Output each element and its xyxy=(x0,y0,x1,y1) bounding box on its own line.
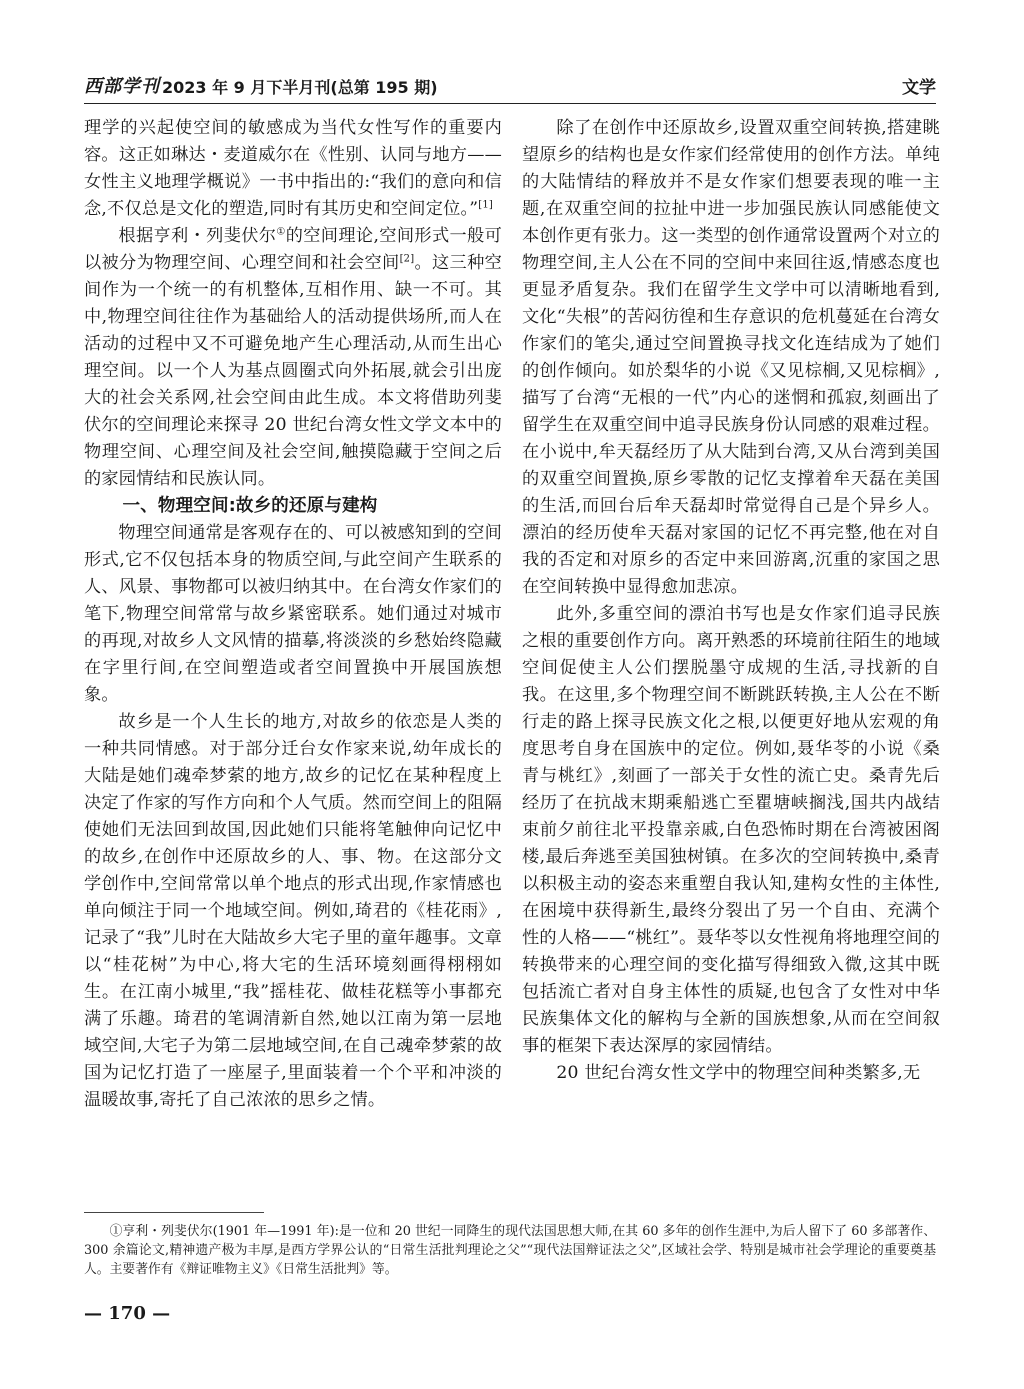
citation-ref: [1] xyxy=(478,199,494,211)
paragraph-text: 根据亨利・列斐伏尔 xyxy=(118,226,277,246)
paragraph: 20 世纪台湾女性文学中的物理空间种类繁多,无 xyxy=(556,1063,921,1083)
page-number: — 170 — xyxy=(84,1303,171,1324)
paragraph-text: 。这三种空间作为一个统一的有机整体,互相作用、缺一不可。其中,物理空间往往作为基础给人的活动提供场所,而人在活动的过程中又不可避免地产生心理活动,从而生出心理空间。以一个人为基点圆圈式向外拓展,就会引出庞大的社会关系网,社会空间由此生成。本文将借助列斐伏尔的空间理论来探寻 20 世纪台湾女性文学文本中的物理空间、心理空间及社会空间,触摸隐藏于空间之后的家园情结和民族认同。 xyxy=(84,253,502,489)
footnote xyxy=(84,1222,936,1279)
journal-logo: 西部学刊 xyxy=(84,76,160,97)
page-header xyxy=(84,70,936,98)
section-label: 文学 xyxy=(902,78,936,98)
header-rule xyxy=(84,103,936,104)
paragraph: 此外,多重空间的漂泊书写也是女作家们追寻民族之根的重要创作方向。离开熟悉的环境前往陌生的地域空间促使主人公们摆脱墨守成规的生活,寻找新的自我。在这里,多个物理空间不断跳跃转换,主人公在不断行走的路上探寻民族文化之根,以便更好地从宏观的角度思考自身在国族中的定位。例如,聂华苓的小说《桑青与桃红》,刻画了一部关于女性的流亡史。桑青先后经历了在抗战末期乘船逃亡至瞿塘峡搁浅,国共内战结束前夕前往北平投靠亲戚,白色恐怖时期在台湾被困阁楼,最后奔逃至美国独树镇。在多次的空间转换中,桑青以积极主动的姿态来重塑自我认知,建构女性的主体性,在困境中获得新生,最终分裂出了另一个自由、充满个性的人格——“桃红”。聂华苓以女性视角将地理空间的转换带来的心理空间的变化描写得细致入微,这其中既包括流亡者对自身主体性的质疑,也包含了女性对中华民族集体文化的解构与全新的国族想象,从而在空间叙事的框架下表达深厚的家园情结。 xyxy=(522,604,940,1056)
paragraph-text: 的空间理论,空间形式一般可以被分为物理空间、心理空间和社会空间 xyxy=(84,226,502,273)
left-column xyxy=(84,115,502,1114)
footnote-rule xyxy=(84,1212,264,1213)
header-left xyxy=(84,72,438,98)
citation-ref: [2] xyxy=(399,253,415,265)
paragraph: 物理空间通常是客观存在的、可以被感知到的空间形式,它不仅包括本身的物质空间,与此空间产生联系的人、风景、事物都可以被归纳其中。在台湾女作家们的笔下,物理空间常常与故乡紧密联系。她们通过对城市的再现,对故乡人文风情的描摹,将淡淡的乡愁始终隐藏在字里行间,在空间塑造或者空间置换中开展国族想象。 xyxy=(84,523,502,705)
footnote-text: ①亨利・列斐伏尔(1901 年—1991 年):是一位和 20 世纪一同降生的现代法国思想大师,在其 60 多年的创作生涯中,为后人留下了 60 多部著作、300 余篇论文,精神遗产极为丰厚,是西方学界公认的“日常生活批判理论之父”“现代法国辩证法之父”,区域社会学、特别是城市社会学理论的重要奠基人。主要著作有《辩证唯物主义》《日常生活批判》等。 xyxy=(84,1224,936,1277)
paragraph xyxy=(84,223,502,493)
paragraph-text: 理学的兴起使空间的敏感成为当代女性写作的重要内容。这正如琳达・麦道威尔在《性别、认同与地方——女性主义地理学概说》一书中指出的:“我们的意向和信念,不仅总是文化的塑造,同时有其历史和空间定位。” xyxy=(84,118,502,219)
footnote-marker: ① xyxy=(276,226,286,238)
paragraph: 故乡是一个人生长的地方,对故乡的依恋是人类的一种共同情感。对于部分迁台女作家来说,幼年成长的大陆是她们魂牵梦萦的地方,故乡的记忆在某种程度上决定了作家的写作方向和个人气质。然而空间上的阻隔使她们无法回到故国,因此她们只能将笔触伸向记忆中的故乡,在创作中还原故乡的人、事、物。在这部分文学创作中,空间常常以单个地点的形式出现,作家情感也单向倾注于同一个地域空间。例如,琦君的《桂花雨》,记录了“我”儿时在大陆故乡大宅子里的童年趣事。文章以“桂花树”为中心,将大宅的生活环境刻画得栩栩如生。在江南小城里,“我”摇桂花、做桂花糕等小事都充满了乐趣。琦君的笔调清新自然,她以江南为第一层地域空间,大宅子为第二层地域空间,在自己魂牵梦萦的故国为记忆打造了一座屋子,里面装着一个个平和冲淡的温暖故事,寄托了自己浓浓的思乡之情。 xyxy=(84,712,502,1110)
paragraph xyxy=(84,115,502,223)
issue-info: 2023 年 9 月下半月刊(总第 195 期) xyxy=(162,78,438,97)
right-column xyxy=(522,115,940,1087)
section-heading: 一、物理空间:故乡的还原与建构 xyxy=(122,496,378,516)
paragraph: 除了在创作中还原故乡,设置双重空间转换,搭建眺望原乡的结构也是女作家们经常使用的创作方法。单纯的大陆情结的释放并不是女作家们想要表现的唯一主题,在双重空间的拉扯中进一步加强民族认同感能使文本创作更有张力。这一类型的创作通常设置两个对立的物理空间,主人公在不同的空间中来回往返,情感态度也更显矛盾复杂。我们在留学生文学中可以清晰地看到,文化“失根”的苦闷彷徨和生存意识的危机蔓延在台湾女作家们的笔尖,通过空间置换寻找文化连结成为了她们的创作倾向。如於梨华的小说《又见棕榈,又见棕榈》,描写了台湾“无根的一代”内心的迷惘和孤寂,刻画出了留学生在双重空间中追寻民族身份认同感的艰难过程。在小说中,牟天磊经历了从大陆到台湾,又从台湾到美国的双重空间置换,原乡零散的记忆支撑着牟天磊在美国的生活,而回台后牟天磊却时常觉得自己是个异乡人。漂泊的经历使牟天磊对家国的记忆不再完整,他在对自我的否定和对原乡的否定中来回游离,沉重的家国之思在空间转换中显得愈加悲凉。 xyxy=(522,118,940,597)
